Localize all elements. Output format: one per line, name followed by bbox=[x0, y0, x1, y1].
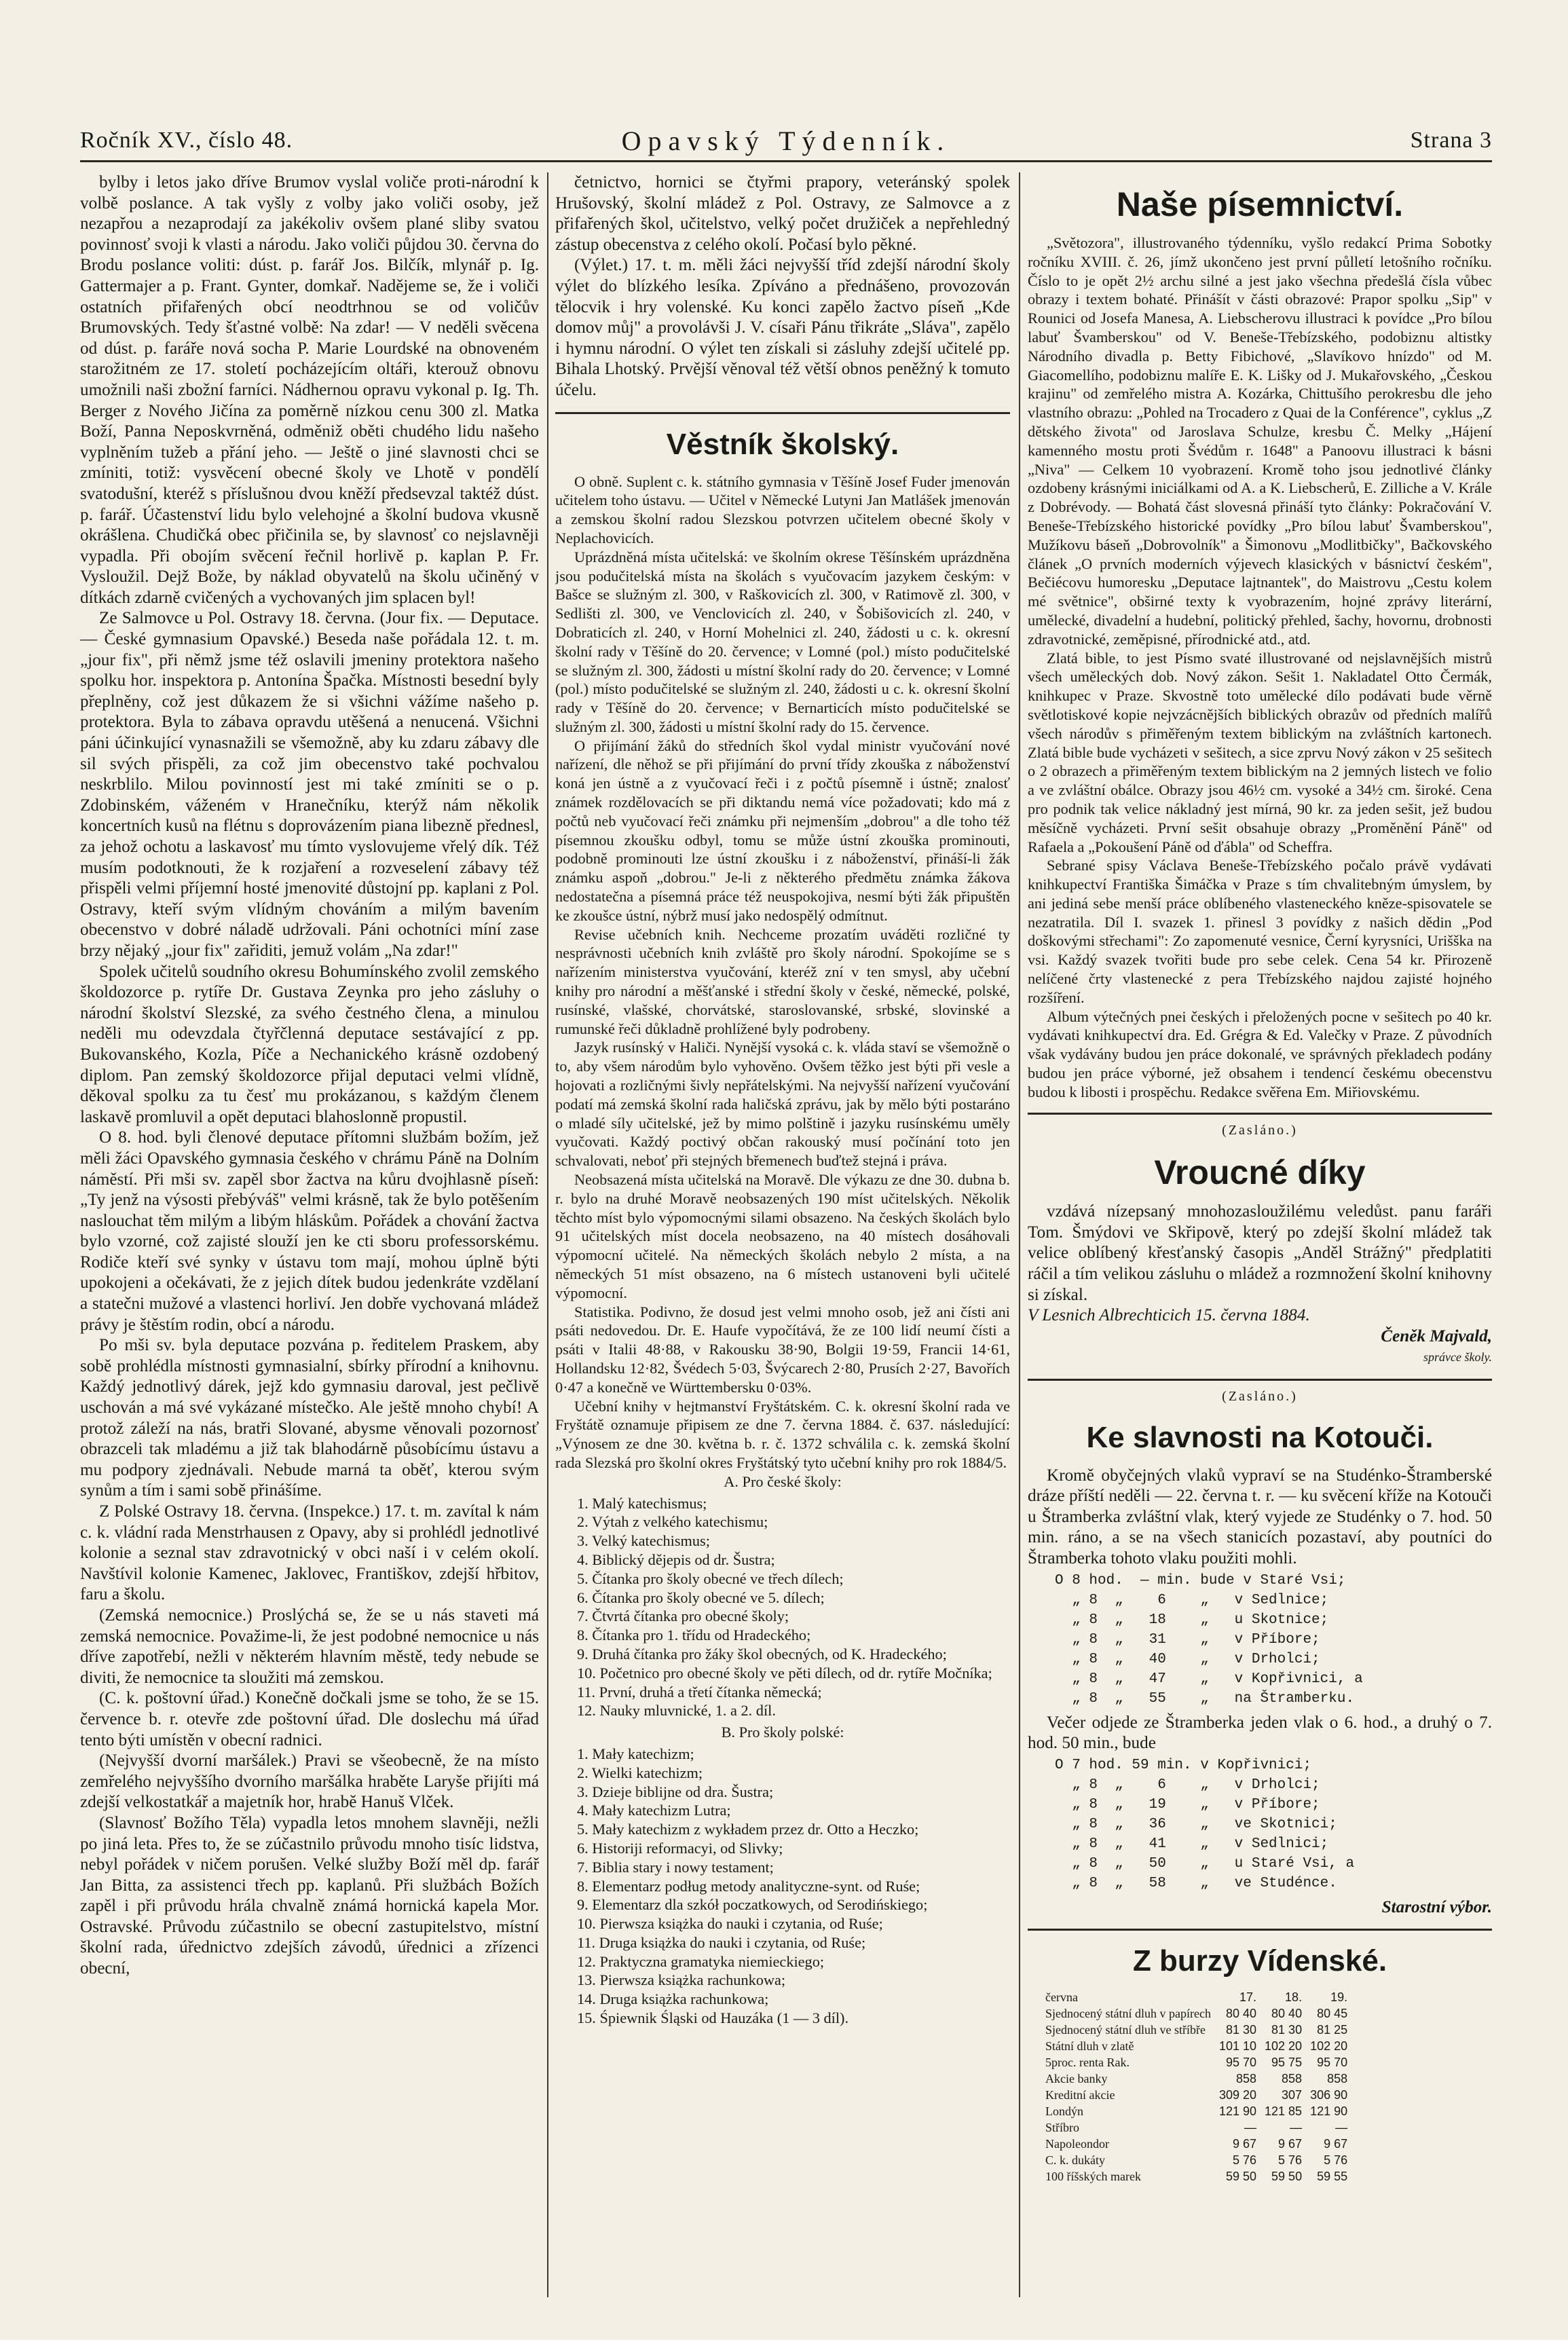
book-item: 11. Druga książka do nauki i czytania, od Ruśe; bbox=[577, 1933, 866, 1951]
schedule-line: „ 8 „ 18 „ u Skotnice; bbox=[1055, 1612, 1329, 1628]
section-divider bbox=[555, 412, 1010, 414]
bourse-label: 100 říšských marek bbox=[1045, 2170, 1141, 2184]
schedule-line: „ 8 „ 6 „ v Sedlnice; bbox=[1055, 1592, 1329, 1608]
article-paragraph: Z Polské Ostravy 18. června. (Inspekce.) 17. t. m. zavítal k nám c. k. vládní rada Menstrhausen z Opavy, aby si prohlédl jednotlivé kolonie a seznal stav zdravotnický v obci naší i v celém okolí. Navštívil kolonie Kamenec, Jaklovec, Františkov, zdejší hřbitov, faru a školu. bbox=[80, 1502, 539, 1604]
book-item: 5. Čítanka pro školy obecné ve třech dílech; bbox=[577, 1570, 844, 1587]
bourse-value: 59 55 bbox=[1317, 2170, 1348, 2184]
bourse-label: Státní dluh v zlatě bbox=[1045, 2039, 1134, 2054]
schedule-line: „ 8 „ 55 „ na Štramberku. bbox=[1055, 1690, 1355, 1707]
bourse-value: 80 45 bbox=[1317, 2007, 1348, 2021]
article-paragraph: Po mši sv. byla deputace pozvána p. ředitelem Praskem, aby sobě prohlédla místnosti gymnasialní, sbírky přírodní a knihovnu. Každý jednotlivý dárek, jejž kdo gymnasiu daroval, jest pečlivě uschován a má své vykázané místečko. Ale ještě mnoho chybí! A protož záleží na nás, bratři Slované, abysme věnovali pozornosť obrazceli tak mladému a již tak blahodárně působícímu ústavu a mu podpory zjednávali. Nebude marná ta oběť, kterou svým synům a tím i sami sobě přinášíme. bbox=[80, 1336, 539, 1500]
bourse-row bbox=[1041, 2022, 1351, 2038]
bourse-value: 80 40 bbox=[1225, 2007, 1257, 2021]
article-paragraph: Ze Salmovce u Pol. Ostravy 18. června. (Jour fix. — Deputace. — České gymnasium Opavské.) Beseda naše pořádala 12. t. m. „jour fix", při němž jsme též oslavili jmeniny protektora našeho spolku hor. inspektora p. Antonína Špačka. Místnosti besední byly přeplněny, což jest důkazem že si všichni vážíme našeho p. protektora. Byla to zábava opravdu utěšená a nenucená. Všichni páni účinkující vynasnažili se všemožně, aby ku zdaru zábavy dle sil svých přispěli, za což jim obecenstvo také pochvalou neskrblilo. Milou povinností jest mi také zmíniti se o p. Zdobinském, váženém v Hranečníku, kterýž nám několik koncertních kusů na flétnu s doprovázením piana libezně přednesl, za jehož ochotu a laskavosť mu tímto vyslovujeme vřelý dík. Též musím podotknouti, že k rozjaření a rozveselení zábavy též přispěli velmi příjemní hosté jmenovité důstojní pp. kaplani z Pol. Ostravy, kteří svým vlídným chováním a milým bavením obecenstvo v dobré náladě udržovali. Páni ochotníci míní zase brzy nějaký „jour fix" zařiditi, jemuž volám „Na zdar!" bbox=[80, 609, 539, 960]
bourse-label: Stříbro bbox=[1045, 2121, 1080, 2135]
thanks-signature: Čeněk Majvald, bbox=[1381, 1326, 1492, 1345]
bourse-value: 309 20 bbox=[1218, 2088, 1257, 2102]
article-paragraph: četnictvo, hornici se čtyřmi prapory, veteránský spolek Hrušovský, školní mládež z Pol. Ostravy, ze Salmovce a z přifařených škol, učitelstvo, velký počet družiček a nepřehledný zástup obecenstva z celého okolí. Počasí bylo pěkné. bbox=[555, 173, 1010, 254]
newspaper-title: Opavský Týdenník. bbox=[621, 126, 951, 156]
bourse-value: 858 bbox=[1282, 2072, 1303, 2086]
page-number: Strana 3 bbox=[1410, 128, 1492, 153]
bourse-value: 5 76 bbox=[1232, 2153, 1257, 2168]
bourse-value: 102 20 bbox=[1310, 2039, 1348, 2054]
kotouc-signature: Starostní výbor. bbox=[1381, 1897, 1492, 1916]
zaslano-note: (Zasláno.) bbox=[1222, 1389, 1298, 1404]
thanks-text: vzdává nízepsaný mnohozasloužilému veledůst. panu faráři Tom. Šmýdovi ve Skřipově, který po zdejší školní mládež tak velice oblíbený křesťanský časopis „Anděl Strážný" předplatiti ráčil a tím velikou zásluhu o mládež a rozmnožení školní knihovny si získal. bbox=[1028, 1202, 1492, 1304]
bourse-header-cell: 17. bbox=[1239, 1990, 1257, 2005]
bourse-label: Londýn bbox=[1045, 2104, 1083, 2119]
bourse-label: Kreditní akcie bbox=[1045, 2088, 1115, 2102]
books-czech-list bbox=[555, 1494, 1010, 1721]
book-item: 13. Pierwsza książka rachunkowa; bbox=[577, 1971, 786, 1989]
zaslano-note: (Zasláno.) bbox=[1222, 1122, 1298, 1138]
school-paragraph: Revise učebních knih. Nechceme prozatím uváděti rozličné ty nesprávnosti učebních knih zvláště pro školy národní. Spokojíme se s nařízením ministerstva vyučování, kteréž zní v ten smysl, aby učební knihy pro národní a měšťanské i střední školy v české, německé, polské, rusínské, vlašské, chorvátské, staroslovanské, srbské, slovinské a rumunské řeči důkladně prohlížené byly podrobeny. bbox=[555, 925, 1010, 1037]
schedule-line: „ 8 „ 40 „ v Drholci; bbox=[1055, 1651, 1320, 1667]
schedule-line: „ 8 „ 41 „ v Sedlnici; bbox=[1055, 1836, 1329, 1852]
book-item: 2. Wielki katechizm; bbox=[577, 1764, 703, 1781]
schedule-line: „ 8 „ 19 „ v Příbore; bbox=[1055, 1796, 1320, 1813]
section-divider bbox=[1028, 1113, 1492, 1115]
kotouc-text: Kromě obyčejných vlaků vypraví se na Studénko-Štramberské dráze příští neděli — 22. června t. r. — ku svěcení kříže na Kotouči u Štramberka zvláštní vlak, který vyjede ze Studénky o 7. hod. 50 min. ráno, a se na všech stanicích pozastaví, aby poutníci do Štramberka tohoto vlaku použiti mohli. bbox=[1028, 1466, 1492, 1567]
schedule-line: „ 8 „ 58 „ ve Studénce. bbox=[1055, 1875, 1337, 1891]
literature-paragraph: Album výtečných pnei českých i přeložených pocne v sešitech po 40 kr. vydávati knihkupectví dra. Ed. Grégra & Ed. Valečky v Praze. Z původních však vydávány budou jen práce dokonalé, ve správných překladech podány budou jen práce výborné, jež obsahem i tendencí českému obecenstvu budou k libosti i prospěchu. Redakce svěřena Em. Miřiovskému. bbox=[1028, 1007, 1492, 1100]
bourse-header-cell: 18. bbox=[1285, 1990, 1303, 2005]
article-paragraph: O 8. hod. byli členové deputace přítomni službám božím, jež měli žáci Opavského gymnasia českého v chrámu Páně na Dolním náměstí. Při mši sv. zapěl sbor žactva na kůru dvojhlasně píseň: „Ty jenž na výsosti přebýváš" velmi krásně, tak že bylo potěšením naslouchat těm milým a libým hláskům. Pořádek a chování žactva bylo vzorné, což zajisté slouží jen ke cti sboru professorskému. Rodiče kteří své synky v ústavu tom mají, mohou úplně býti upokojeni a očekávati, že z jejich dítek budou jedenkráte vzdělaní a statečni mužové a vlastenci horliví. Jen dobře vychovaná mládež právy je štěstím rodin, obcí a národu. bbox=[80, 1128, 539, 1334]
bourse-row bbox=[1041, 2070, 1351, 2087]
bourse-value: 121 85 bbox=[1265, 2104, 1303, 2119]
bourse-row bbox=[1041, 2152, 1351, 2168]
bourse-row bbox=[1041, 2168, 1351, 2185]
book-item: 9. Elementarz dla szkół poczatkowych, od Serodińskiego; bbox=[577, 1896, 928, 1914]
bourse-label: C. k. dukáty bbox=[1045, 2153, 1105, 2168]
books-polish-title: B. Pro školy polské: bbox=[721, 1724, 844, 1741]
article-paragraph: (Zemská nemocnice.) Proslýchá se, že se u nás staveti má zemská nemocnice. Považime-li, že jest podobné nemocnice u nás dříve zapotřebí, nežli v některém hlavním městě, tedy nebude se diviti, že nemocnice ta sloužiti má zemskou. bbox=[80, 1605, 539, 1687]
book-item: 2. Výtah z velkého katechismu; bbox=[577, 1513, 768, 1531]
bourse-value: — bbox=[1290, 2121, 1303, 2135]
bourse-value: 95 70 bbox=[1317, 2056, 1348, 2070]
bourse-value: 9 67 bbox=[1278, 2137, 1303, 2151]
train-schedule-evening bbox=[1055, 1756, 1492, 1893]
bourse-value: 121 90 bbox=[1218, 2104, 1257, 2119]
bourse-value: 59 50 bbox=[1225, 2170, 1257, 2184]
literature-paragraph: Sebrané spisy Václava Beneše-Třebízského počalo právě vydávati knihkupectví Františka Šimáčka v Praze s tím chvalitebným úmyslem, by ani jediná sebe menší práce oblíbeného vlasteneckého kněze-spisovatele se nezatratila. Díl I. svazek 1. přinesl 3 povídky z našich dědin „Pod doškovými střechami": Zo zapomenuté vesnice, Černí kyrysníci, Urišška na vsi. Každý svazek tvořiti bude pro sebe celek. Cena 54 kr. Přirozeně nelíčené črty vlastenecké z pera Třebízského najdou zajisté hojného rozšíření. bbox=[1028, 857, 1492, 1006]
bourse-label: Sjednocený státní dluh ve stříbře bbox=[1045, 2023, 1206, 2037]
section-divider bbox=[1028, 1379, 1492, 1381]
book-item: 3. Velký katechismus; bbox=[577, 1532, 710, 1550]
book-item: 4. Biblický dějepis od dr. Šustra; bbox=[577, 1550, 775, 1568]
bourse-value: 81 30 bbox=[1225, 2023, 1257, 2037]
school-paragraph: O obně. Suplent c. k. státního gymnasia v Těšíně Josef Fuder jmenován učitelem toho ústavu. — Učitel v Německé Lutyni Jan Matlášek jmenován a zemskou školní radou Slezskou potvrzen učitelem obecné školy v Neplachovicích. bbox=[555, 472, 1010, 546]
article-paragraph: (Výlet.) 17. t. m. měli žáci nejvyšší tříd zdejší národní školy výlet do blízkého lesíka. Zpíváno a přednášeno, provozován tělocvik i hry volenské. Ku konci zapělo žactvo píseň „Kde domov můj" a provolávši J. V. císaři Pánu třikráte „Sláva", zapělo i hymnu národní. O výlet ten získali si zásluhy zdejší učitelé pp. Bihala Lhotský. Prvější věnoval též větší obnos peněžný k tomuto účelu. bbox=[555, 256, 1010, 399]
article-paragraph: (Nejvyšší dvorní maršálek.) Pravi se všeobecně, že na místo zemřelého nejvyššího dvorního maršálka hraběte Laryše přijíti má zdejší velkostatkář a majetník hor, hrabě Hanuš Vlček. bbox=[80, 1751, 539, 1812]
bourse-value: 81 25 bbox=[1317, 2023, 1348, 2037]
bourse-row bbox=[1041, 2087, 1351, 2103]
kotouc-title: Ke slavnosti na Kotouči. bbox=[1086, 1420, 1434, 1454]
bourse-row bbox=[1041, 2054, 1351, 2070]
bourse-value: 858 bbox=[1327, 2072, 1348, 2086]
book-item: 11. První, druhá a třetí čítanka německá; bbox=[577, 1683, 822, 1701]
section-divider bbox=[1028, 1929, 1492, 1931]
page-header bbox=[80, 115, 1492, 162]
bourse-value: 5 76 bbox=[1324, 2153, 1348, 2168]
book-item: 7. Čtvrtá čítanka pro obecné školy; bbox=[577, 1608, 789, 1625]
bourse-header-cell: 19. bbox=[1330, 1990, 1348, 2005]
article-paragraph: bylby i letos jako dříve Brumov vyslal voliče proti-národní k volbě poslance. A tak vyšly z volby jako voliči osoby, jež nezapřou a nezaprodají za jakékoliv ovšem plané sliby svatou povinnosť svoji k vlasti a národu. Jako voliči půjdou 30. června do Brodu poslance voliti: dúst. p. farář Jos. Bilčík, mlynář p. Ig. Gattermajer a p. Frant. Gynter, domkař. Nadějeme se, že i voliči ostatních přifařených obcí neodtrhnou se od voličův Brumovských. Tedy šťastné volbě: Na zdar! — V neděli svěcena od dúst. p. faráře nová socha P. Marie Lourdské na obnoveném starožitném ze 17. století pocházejícím oltáři, kterouž obnovu umožnili naši zbožní farníci. Nádhernou opravu vykonal p. Ig. Th. Berger z Nového Jičína za poměrně nízkou cenu 300 zl. Matka Boží, Panna Neposkvrněná, odměniž oběti chudého lidu našeho vyplněním tužeb a přání jeho. — Ještě o jiné slavnosti chci se zmíniti, totiž: vysvěcení obecné školy ve Lhotě v pondělí svatodušní, kteréž s příslušnou dvou kněží předsevzal taktéž dúst. p. farář. Účastenství lidu bylo velehojné a školní budova vkusně okrášlena. Chudičká obec přičinila se, by slavnosť co nejslavněji vypadla. Při obojím svěcení řečnil horlivě p. kaplan P. Fr. Vysloužil. Dejž Bože, by náklad obyvatelů na školu učiněný v dítkách zdarně cvičených a vychovaných jim splacen byl! bbox=[80, 173, 539, 607]
schedule-line: „ 8 „ 47 „ v Kopřivnici, a bbox=[1055, 1671, 1363, 1687]
book-item: 10. Početnico pro obecné školy ve pěti dílech, od dr. rytíře Močníka; bbox=[577, 1664, 992, 1682]
bourse-row bbox=[1041, 2119, 1351, 2136]
column-rule bbox=[1019, 172, 1020, 2297]
book-item: 8. Čítanka pro 1. třídu od Hradeckého; bbox=[577, 1627, 811, 1644]
bourse-row bbox=[1041, 2038, 1351, 2054]
book-item: 1. Malý katechismus; bbox=[577, 1494, 707, 1512]
school-paragraph: Jazyk rusínský v Haliči. Nynější vysoká c. k. vláda staví se všemožně o to, aby všem národům bylo vyhověno. Ovšem těžko jest býti při vesle a hojovati a rozličnými šivly nepřátelskými. Na nejvyšší nařízení vyučování podatí má zemská školní rada haličská zprávu, jak by mělo býti postaráno o mladé síly učitelské, jež by mimo polštině i jazyku rusínskému uměly vyučovati. Každý poctivý občan rakouský musí počínání toto jen schvalovati, neboť při stejných břemenech buďtež stejná i práva. bbox=[555, 1039, 1010, 1170]
literature-paragraph: Zlatá bible, to jest Písmo svaté illustrované od nejslavnějších mistrů všech uměleckých dob. Nový zákon. Sešit 1. Nakladatel Otto Čermák, knihkupec v Praze. Skvostně toto umělecké dílo podávati bude věrně světlotiskové kopie nejvzácnějších biblických obrazův od předních malířů všech národův s přiměřeným textem biblickým na zvláštních kartonech. Zlatá bible bude vycházeti v sešitech, a sice zprvu Nový zákon v 25 sešitech o 2 obrazech a přiměřeným textem biblickým na 2 jemných listech ve folio a ve zvláštní obálce. Obrazy jsou 46½ cm. vysoké a 34½ cm. široké. Cena pro podnik tak velice nákladný jest mírná, 90 kr. za jeden sešit, jež budou měsíčně vycházeti. První sešit obsahuje obrazy „Proměnění Páně" od Rafaela a „Pokoušení Páně od ďábla" od Scheffra. bbox=[1028, 649, 1492, 855]
bourse-value: 9 67 bbox=[1324, 2137, 1348, 2151]
literature-paragraph: „Světozora", illustrovaného týdenníku, vyšlo redakcí Prima Sobotky ročníku XVIII. č. 26, jímž ukončeno jest první půlletí letošního ročníku. Číslo to je opět 2½ archu silné a jest jako všechna předešlá čísla vůbec obrazy i textem bohaté. Přinášít v části obrazové: Prapor spolku „Sip" v Rounici od Josefa Manesa, A. Liebscherovu illustraci k povídce „Pro bílou labuť Švamberskou" od V. Beneše-Třebízského, podobiznu altistky Národního divadla p. Betty Fibichové, „Slavíkovo hnízdo" od M. Giacomellího, podobiznu malíře E. K. Lišky od J. Mukařovského, „Českou krajinu" od zemřelého mistra A. Kozárka, Chittušího perokresbu dle jeho vlastního obrazu: „Pohled na Trocadero z Quai de la Conférence", cyklus „Z dětského života" od Jaroslava Schulze, kresbu Č. Melky „Hájení kamenného mostu proti Švédům r. 1648" a Panoovu illustraci k básni „Niva" — Celkem 10 vyobrazení. Kromě toho jsou jednotlivé články ozdobeny krásnými iniciálkami od A. a K. Liebscherů, E. Zilliche a V. Krále z Dobrévody. — Bohatá část slovesná přináší tyto články: Pokračování V. Beneše-Třebízského historické povídky „Pro bílou labuť Švamberskou", Mužíkovu báseň „Dobrovolník" a Šimonovu „Modlitbičky", Bačkovského článek „O prvních moderních výjevech klasických v básnictví českém", Bečiécovu humoresku „Deputace lajtnantek", do Maistrovu „Cestu kolem mé světnice", obširné texty k vyobrazením, hojné zprávy literární, umělecké, divadelní a hudební, politický přehled, šachy, hovornu, drobnosti zdravotnické, zeměpisné, přírodnické atd., atd. bbox=[1028, 234, 1492, 648]
bourse-value: 80 40 bbox=[1271, 2007, 1303, 2021]
book-item: 5. Mały katechizm z wykładem przez dr. Otto a Heczko; bbox=[577, 1821, 919, 1838]
book-item: 10. Pierwsza książka do nauki i czytania, od Ruśe; bbox=[577, 1915, 883, 1933]
book-item: 14. Druga książka rachunkowa; bbox=[577, 1990, 769, 2008]
article-paragraph: (Slavnosť Božího Těla) vypadla letos mnohem slavněji, nežli po jiná leta. Přes to, že se zúčastnilo průvodu mnoho tisíc lidstva, nebyl pořádek v ničem porušen. Velké služby Boží měl dp. farář Jan Bitta, za assistenci třech pp. kaplanů. Při službách Božích zapěl i při průvodu hrála chvalně známá hornická kapela Mor. Ostravské. Průvodu zúčastnilo se obecní zastupitelstvo, místní školní rada, úřednictvo zdejších závodů, úřednici a zřízenci obecní, bbox=[80, 1813, 539, 1978]
schedule-line: „ 8 „ 31 „ v Příbore; bbox=[1055, 1631, 1320, 1648]
bourse-header-cell: června bbox=[1045, 1990, 1078, 2005]
schedule-line: O 7 hod. 59 min. v Kopřivnici; bbox=[1055, 1757, 1312, 1773]
bourse-value: 858 bbox=[1235, 2072, 1257, 2086]
bourse-value: 121 90 bbox=[1310, 2104, 1348, 2119]
bourse-value: 102 20 bbox=[1265, 2039, 1303, 2054]
column-3 bbox=[1028, 172, 1492, 2311]
school-paragraph: Statistika. Podivno, že dosud jest velmi mnoho osob, jež ani čísti ani psáti nedovedou. Dr. E. Haufe vypočítává, že ze 100 lidí neumí čísti a psáti v Italii 48·88, v Rakousku 38·90, Bolgii 19·59, Francii 14·61, Hollandsku 12·82, Švédech 5·03, Švýcarech 2·80, Prusích 2·27, Bavořích 0·47 a konečně ve Württembersku 0·03%. bbox=[555, 1303, 1010, 1396]
bourse-table bbox=[1041, 1989, 1351, 2185]
thanks-place-date: V Lesnich Albrechticich 15. června 1884. bbox=[1028, 1306, 1310, 1325]
bourse-value: — bbox=[1244, 2121, 1257, 2135]
bourse-label: 5proc. renta Rak. bbox=[1045, 2056, 1130, 2070]
bourse-value: 307 bbox=[1282, 2088, 1303, 2102]
book-item: 15. Śpiewnik Śląski od Hauzáka (1 — 3 díl). bbox=[577, 2009, 849, 2027]
thanks-title: Vroucné díky bbox=[1154, 1153, 1366, 1192]
book-item: 12. Nauky mluvnické, 1. a 2. díl. bbox=[577, 1702, 776, 1720]
book-item: 3. Dzieje biblijne od dra. Šustra; bbox=[577, 1783, 774, 1800]
book-item: 6. Historiji reformacyi, od Slivky; bbox=[577, 1839, 783, 1857]
book-item: 8. Elementarz podług metody analityczne-synt. od Ruśe; bbox=[577, 1877, 920, 1895]
bourse-value: 5 76 bbox=[1278, 2153, 1303, 2168]
train-schedule-morning bbox=[1055, 1571, 1492, 1709]
bourse-row bbox=[1041, 2136, 1351, 2152]
school-paragraph: Učební knihy v hejtmanství Fryštátském. C. k. okresní školní rada ve Fryštátě oznamuje připisem ze dne 7. června 1884. č. 637. následující: „Výnosem ze dne 30. května b. r. č. 1372 schválila c. k. zemská školní rada Slezská pro školní okres Fryštátský tyto učební knihy pro rok 1884/5. bbox=[555, 1397, 1010, 1471]
bourse-row bbox=[1041, 2005, 1351, 2022]
schedule-line: „ 8 „ 50 „ u Staré Vsi, a bbox=[1055, 1855, 1355, 1872]
bourse-value: 101 10 bbox=[1218, 2039, 1257, 2054]
school-paragraph: Uprázdněná místa učitelská: ve školním okrese Těšínském uprázdněna jsou podučitelská místa na školách s vyučovacím jazykem českým: v Bašce se služným zl. 300, v Raškovicích zl. 300, v Ratimově zl. 300, v Sedlišti zl. 300, ve Venclovicích zl. 240, v Šobišovicích zl. 240, v Dobraticích zl. 240, v Horní Mohelnici zl. 240, žádosti u c. k. okresní školní rady v Těšíně do 20. července; v Lomné (pol.) místo podučitelské se služným zl. 300, žádosti u místní školní rady do 20. července; v Lomné (pol.) místo podučitelské se služným zl. 240, žádosti u c. k. okresní školní rady v Těšíně do 20. července; v Bernarticích místo podučitelské se služným zl. 300, žádosti u místní školní rady do 15. července. bbox=[555, 548, 1010, 735]
bourse-label: Napoleondor bbox=[1045, 2137, 1109, 2151]
book-item: 6. Čítanka pro školy obecné ve 5. dílech; bbox=[577, 1589, 825, 1606]
schedule-line: „ 8 „ 36 „ ve Skotnici; bbox=[1055, 1816, 1337, 1832]
bourse-value: 9 67 bbox=[1232, 2137, 1257, 2151]
bourse-value: 81 30 bbox=[1271, 2023, 1303, 2037]
book-item: 9. Druhá čítanka pro žáky škol obecných, od K. Hradeckého; bbox=[577, 1645, 947, 1663]
bourse-value: 306 90 bbox=[1310, 2088, 1348, 2102]
column-1 bbox=[80, 172, 539, 2311]
column-rule bbox=[547, 172, 548, 2297]
column-2 bbox=[555, 172, 1010, 2311]
schedule-line: „ 8 „ 6 „ v Drholci; bbox=[1055, 1777, 1320, 1793]
book-item: 4. Mały katechizm Lutra; bbox=[577, 1802, 731, 1819]
kotouc-text-evening: Večer odjede ze Štramberka jeden vlak o 6. hod., a druhý o 7. hod. 50 min., bude bbox=[1028, 1713, 1492, 1753]
book-item: 1. Mały katechizm; bbox=[577, 1745, 694, 1762]
issue-info: Ročník XV., číslo 48. bbox=[80, 128, 293, 153]
section-title-school: Věstník školský. bbox=[666, 427, 899, 461]
books-czech-title: A. Pro české školy: bbox=[724, 1472, 842, 1490]
bourse-row bbox=[1041, 2103, 1351, 2119]
schedule-line: O 8 hod. — min. bude v Staré Vsi; bbox=[1055, 1572, 1346, 1589]
bourse-label: Akcie banky bbox=[1045, 2072, 1108, 2086]
bourse-value: 95 70 bbox=[1225, 2056, 1257, 2070]
bourse-header-row bbox=[1041, 1989, 1351, 2005]
school-paragraph: O přijímání žáků do středních škol vydal ministr vyučování nové nařízení, dle něhož se při přijímání do první třídy zkouška z náboženství koná jen ústně a z vyučovací řeči i z počtů písemně i ústně; znalosť známek rozdělovacích se při diktandu nemá více požadovati; kdo má z počtů neb vyučovací řeči známku při nejmenším „dobrou" a dle toho též písemnou zkoušku odbyl, tomu se může ústní zkouška prominouti, podobně prominouti lze ústní zkoušku i z náboženství, přináší-li žák známku aspoň „dobrou." Je-li z některého předmětu známka žákova nedostatečna a písemná práce též neuspokojiva, nesmí býti žák připuštěn ke zkoušce ústní, nýbrž musí jako nedospělý odmítnut. bbox=[555, 737, 1010, 924]
bourse-value: — bbox=[1335, 2121, 1348, 2135]
books-polish-list bbox=[555, 1745, 1010, 2028]
book-item: 7. Biblia stary i nowy testament; bbox=[577, 1858, 774, 1876]
newspaper-page bbox=[80, 115, 1492, 2315]
bourse-label: Sjednocený státní dluh v papírech bbox=[1045, 2007, 1211, 2021]
section-title-literature: Naše písemnictví. bbox=[1116, 185, 1404, 223]
thanks-signature-role: správce školy. bbox=[1423, 1350, 1492, 1364]
bourse-value: 59 50 bbox=[1271, 2170, 1303, 2184]
bourse-value: 95 75 bbox=[1271, 2056, 1303, 2070]
bourse-title: Z burzy Vídenské. bbox=[1132, 1944, 1387, 1978]
book-item: 12. Praktyczna gramatyka niemieckiego; bbox=[577, 1952, 825, 1970]
article-paragraph: Spolek učitelů soudního okresu Bohumínského zvolil zemského školdozorce p. rytíře Dr. Gustava Zeynka pro jeho zásluhy o národní školství Slezské, za svého čestného člena, a minulou neděli mu odevzdala čtyřčlenná deputace sestávající z pp. Bukovanského, Kozla, Píče a Nechanického krásně ozdobený diplom. Pan zemský školdozorce přijal deputaci velmi vlídně, děkoval spolku za tu česť mu prokázanou, s každým členem laskavě promluvil a opět deputaci blahoslonně propustil. bbox=[80, 962, 539, 1126]
article-paragraph: (C. k. poštovní úřad.) Konečně dočkali jsme se toho, že se 15. července b. r. otevře zde poštovní úřad. Dle doslechu má úřad tento býti umístěn v obecní radnici. bbox=[80, 1689, 539, 1749]
school-paragraph: Neobsazená místa učitelská na Moravě. Dle výkazu ze dne 30. dubna b. r. bylo na druhé Moravě neobsazených 190 míst učitelských. Několik těchto míst bylo výpomocnými silami obsazeno. Na českých školách bylo 91 učitelských míst docela neobsazeno, na 40 místech dosáhovali výpomocní učitelé. Na německých školách nebylo 2 místa, a na německých 51 míst obsazeno, na 6 místech ustanoveni byli učitelé výpomocní. bbox=[555, 1171, 1010, 1301]
